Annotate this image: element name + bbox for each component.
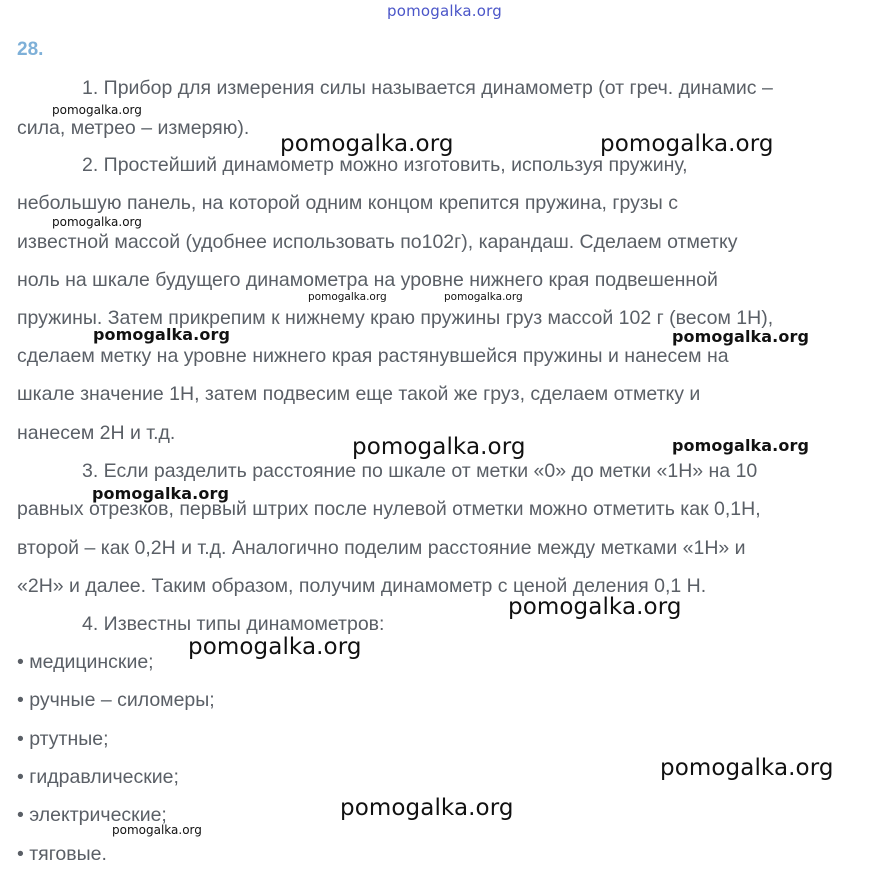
paragraph-line: ноль на шкале будущего динамометра на уровне нижнего края подвешенной	[17, 269, 718, 291]
list-item: • электрические;	[17, 804, 167, 826]
paragraph-line: 3. Если разделить расстояние по шкале от метки «0» до метки «1Н» на 10	[82, 460, 758, 482]
watermark-text: pomogalka.org	[52, 215, 142, 229]
watermark-text: pomogalka.org	[340, 795, 514, 821]
paragraph-line: пружины. Затем прикрепим к нижнему краю пружины груз массой 102 г (весом 1Н),	[17, 307, 774, 329]
paragraph-line: равных отрезков, первый штрих после нулевой отметки можно отметить как 0,1Н,	[17, 498, 761, 520]
paragraph-line: 2. Простейший динамометр можно изготовить, используя пружину,	[82, 154, 688, 176]
watermark-text: pomogalka.org	[508, 594, 682, 620]
list-item: • медицинские;	[17, 651, 154, 673]
watermark-text: pomogalka.org	[280, 131, 454, 157]
paragraph-line: известной массой (удобнее использовать по102г), карандаш. Сделаем отметку	[17, 231, 738, 253]
watermark-text: pomogalka.org	[352, 434, 526, 460]
watermark-text: pomogalka.org	[672, 436, 809, 455]
watermark-text: pomogalka.org	[600, 131, 774, 157]
watermark-text: pomogalka.org	[52, 103, 142, 117]
watermark-text: pomogalka.org	[188, 634, 362, 660]
task-number: 28.	[17, 39, 44, 60]
paragraph-line: небольшую панель, на которой одним концом крепится пружина, грузы с	[17, 192, 678, 214]
watermark-text: pomogalka.org	[444, 291, 523, 303]
paragraph-line: 4. Известны типы динамометров:	[82, 613, 385, 635]
paragraph-line: нанесем 2Н и т.д.	[17, 422, 176, 444]
list-item: • ручные – силомеры;	[17, 689, 215, 711]
watermark-text: pomogalka.org	[672, 327, 809, 346]
watermark-text: pomogalka.org	[92, 484, 229, 503]
list-item: • ртутные;	[17, 728, 109, 750]
paragraph-line: шкале значение 1Н, затем подвесим еще такой же груз, сделаем отметку и	[17, 383, 701, 405]
watermark-text: pomogalka.org	[660, 755, 834, 781]
list-item: • гидравлические;	[17, 766, 179, 788]
watermark-text: pomogalka.org	[112, 823, 202, 837]
watermark-text: pomogalka.org	[93, 325, 230, 344]
paragraph-line: «2Н» и далее. Таким образом, получим динамометр с ценой деления 0,1 Н.	[17, 575, 707, 597]
paragraph-line: сделаем метку на уровне нижнего края растянувшейся пружины и нанесем на	[17, 345, 729, 367]
paragraph-line: сила, метрео – измеряю).	[17, 117, 250, 139]
site-header-watermark: pomogalka.org	[387, 2, 502, 20]
list-item: • тяговые.	[17, 843, 107, 865]
paragraph-line: второй – как 0,2Н и т.д. Аналогично поделим расстояние между метками «1Н» и	[17, 537, 746, 559]
watermark-text: pomogalka.org	[308, 291, 387, 303]
paragraph-line: 1. Прибор для измерения силы называется динамометр (от греч. динамис –	[82, 77, 773, 99]
